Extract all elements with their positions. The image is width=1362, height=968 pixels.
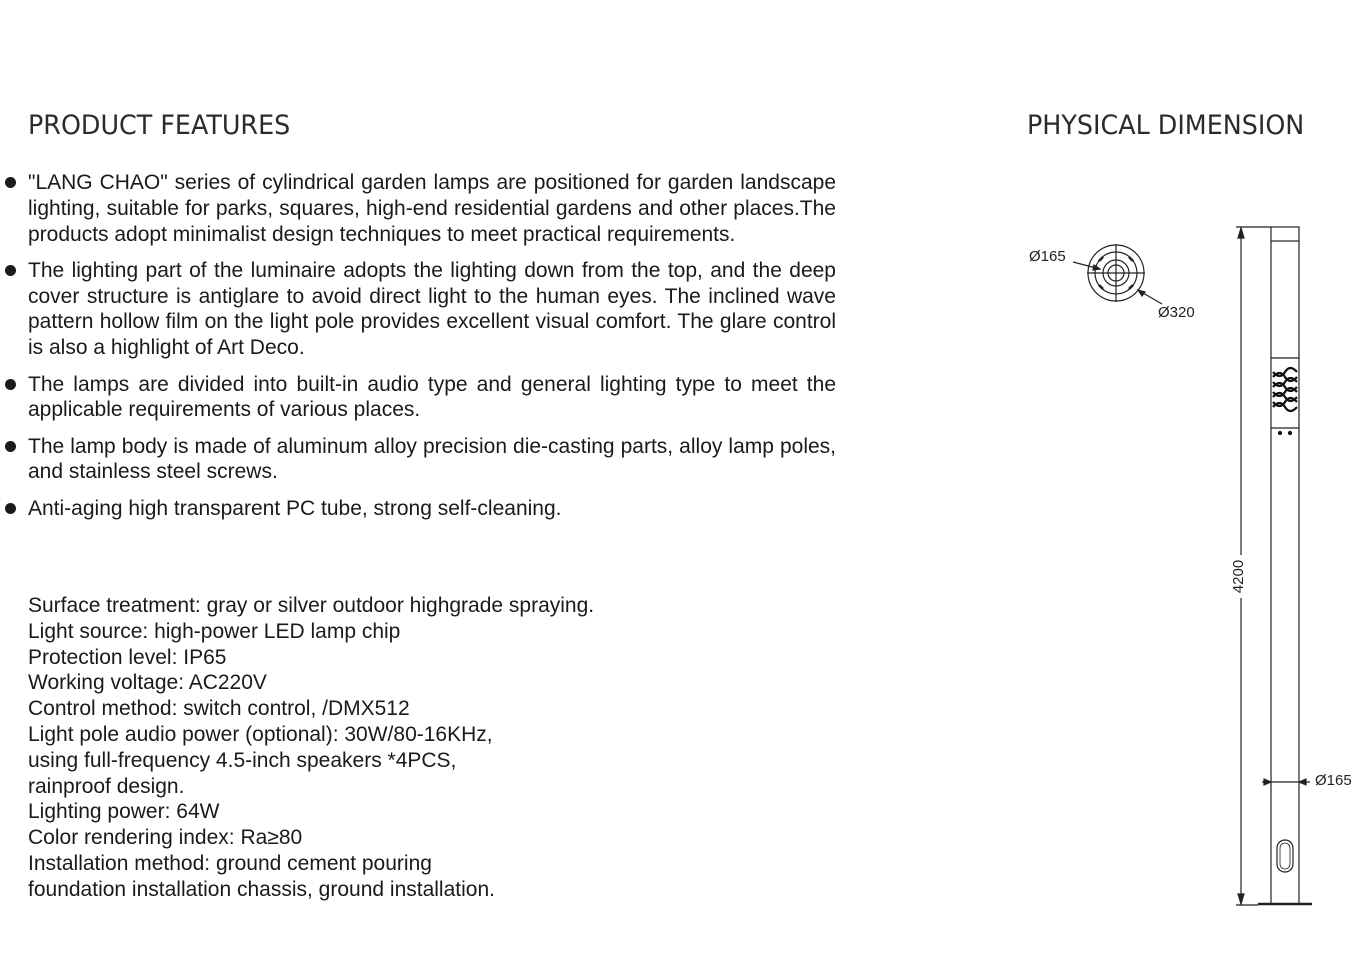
feature-item: "LANG CHAO" series of cylindrical garden lamps are positioned for garden landscape lighting, suitable for parks, squares, high-end residential gardens and other places.The products adopt minimalist design techniques to meet practical requirements. bbox=[0, 170, 836, 247]
height-label: 4200 bbox=[1230, 559, 1248, 594]
bullet-icon bbox=[5, 177, 16, 188]
spec-line: using full-frequency 4.5-inch speakers *4PCS, bbox=[28, 748, 457, 772]
spec-line: Control method: switch control, /DMX512 bbox=[28, 697, 410, 721]
pole-diameter-dimension-line bbox=[1262, 779, 1310, 785]
feature-item: The lighting part of the luminaire adopts the lighting down from the top, and the deep cover structure is antiglare to avoid direct light to the human eyes. The inclined wave pattern hollow film on the light pole provides excellent visual comfort. The glare control is also a highlight of Art Deco. bbox=[0, 258, 836, 361]
spec-line: rainproof design. bbox=[28, 774, 185, 798]
bullet-icon bbox=[5, 379, 16, 390]
bullet-icon bbox=[5, 503, 16, 514]
physical-dimension-heading: PHYSICAL DIMENSION bbox=[1027, 110, 1305, 141]
specifications-list bbox=[28, 593, 594, 903]
spec-line: Light source: high-power LED lamp chip bbox=[28, 619, 401, 643]
spec-line: Protection level: IP65 bbox=[28, 645, 227, 669]
spec-line: Color rendering index: Ra≥80 bbox=[28, 826, 303, 850]
spec-line: foundation installation chassis, ground installation. bbox=[28, 877, 495, 901]
outer-diameter-label: Ø320 bbox=[1158, 304, 1195, 321]
spec-line: Light pole audio power (optional): 30W/80-16KHz, bbox=[28, 722, 493, 746]
top-view-drawing bbox=[1073, 244, 1162, 304]
lamp-pole-drawing bbox=[1258, 227, 1312, 904]
spec-line: Working voltage: AC220V bbox=[28, 671, 267, 695]
pole-diameter-label: Ø165 bbox=[1315, 772, 1352, 789]
wave-pattern-drawing bbox=[1273, 368, 1297, 434]
spec-line: Installation method: ground cement pouring bbox=[28, 851, 432, 875]
feature-item: The lamps are divided into built-in audio type and general lighting type to meet the applicable requirements of various places. bbox=[0, 372, 836, 424]
bullet-icon bbox=[5, 441, 16, 452]
spec-line: Lighting power: 64W bbox=[28, 800, 220, 824]
spec-line: Surface treatment: gray or silver outdoor highgrade spraying. bbox=[28, 594, 595, 617]
product-features-heading: PRODUCT FEATURES bbox=[28, 110, 291, 141]
feature-item: Anti-aging high transparent PC tube, strong self-cleaning. bbox=[0, 496, 836, 522]
bullet-icon bbox=[5, 265, 16, 276]
inner-diameter-label: Ø165 bbox=[1029, 248, 1066, 265]
feature-item: The lamp body is made of aluminum alloy precision die-casting parts, alloy lamp poles, and stainless steel screws. bbox=[0, 434, 836, 486]
features-list bbox=[0, 170, 850, 532]
